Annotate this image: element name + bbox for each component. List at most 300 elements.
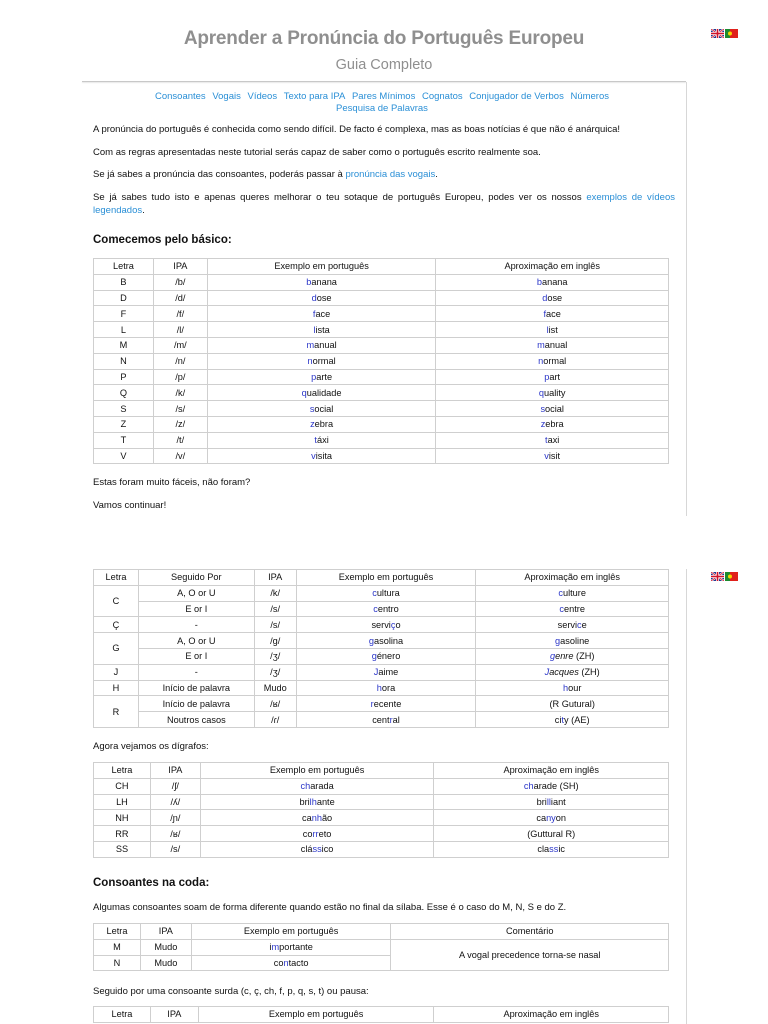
letter-cell: P <box>94 369 154 385</box>
english-approx-cell <box>436 306 669 322</box>
table-header-row <box>94 763 669 779</box>
highlighted-letters: ch <box>523 781 534 792</box>
text: entro <box>377 603 399 614</box>
table-row <box>94 664 669 680</box>
highlighted-letters: c <box>558 588 563 599</box>
column-header: IPA <box>150 1007 198 1023</box>
english-approx-cell <box>476 585 669 601</box>
ipa-cell: /ʃ/ <box>150 778 200 794</box>
nav-link-vogais[interactable]: Vogais <box>212 91 241 102</box>
highlighted-letters: c <box>559 603 564 614</box>
english-approx-cell <box>476 648 669 664</box>
english-approx-cell <box>436 274 669 290</box>
letter-cell: F <box>94 306 154 322</box>
portuguese-example-cell <box>207 337 436 353</box>
table-row <box>94 617 669 633</box>
followed-by-cell: A, O or U <box>138 585 254 601</box>
text: arade (SH) <box>533 781 579 792</box>
ipa-cell: Mudo <box>140 955 191 971</box>
vowels-link[interactable]: pronúncia das vogais <box>345 169 436 180</box>
table-row <box>94 633 669 649</box>
table-row <box>94 939 669 955</box>
highlighted-letters: ss <box>312 844 322 855</box>
highlighted-letters: m <box>537 340 545 351</box>
ipa-cell: /z/ <box>153 416 207 432</box>
column-header: Letra <box>94 1007 151 1023</box>
text: ocial <box>545 403 564 414</box>
portuguese-example-cell <box>191 939 391 955</box>
highlighted-letters: r <box>389 714 393 725</box>
text: (AE) <box>568 714 590 725</box>
highlighted-letters: g <box>555 635 561 646</box>
ipa-cell: /v/ <box>153 448 207 464</box>
letter-cell: M <box>94 939 141 955</box>
highlighted-letters: d <box>311 292 317 303</box>
ipa-cell: /ɲ/ <box>150 810 200 826</box>
text: servi <box>371 619 391 630</box>
nav-link-consoantes[interactable]: Consoantes <box>154 91 206 102</box>
english-approx-cell <box>436 432 669 448</box>
highlighted-letters: q <box>301 387 307 398</box>
table-row <box>94 385 669 401</box>
voiceless-consonants-table <box>93 1006 669 1023</box>
text: al <box>392 714 400 725</box>
letter-cell: V <box>94 448 154 464</box>
letter-cell: RR <box>94 826 151 842</box>
text: enre <box>555 651 574 662</box>
table-row <box>94 696 669 712</box>
portuguese-example-cell <box>207 369 436 385</box>
nav-link-videos[interactable]: Vídeos <box>247 91 278 102</box>
table-row <box>94 401 669 417</box>
letter-cell: B <box>94 274 154 290</box>
highlighted-letters: rr <box>312 828 319 839</box>
table-row <box>94 369 669 385</box>
letter-cell: NH <box>94 810 151 826</box>
highlighted-letters: b <box>306 277 312 288</box>
ipa-cell: /ɾ/ <box>254 712 296 728</box>
text: our <box>568 682 582 693</box>
text: e <box>581 619 587 630</box>
text: ora <box>381 682 396 693</box>
column-header: Letra <box>94 763 151 779</box>
text: áxi <box>316 435 329 446</box>
text: ca <box>301 812 312 823</box>
table-row <box>94 274 669 290</box>
letter-cell: H <box>94 680 139 696</box>
text: Se já sabes a pronúncia das consoantes, poderás passar à <box>93 169 346 180</box>
text: o <box>395 619 401 630</box>
column-header: Exemplo em português <box>200 763 434 779</box>
column-header: Letra <box>94 570 139 586</box>
text: ic <box>558 844 565 855</box>
paragraph: Algumas consoantes soam de forma diferente quando estão no final da sílaba. Esse é o caso do M, N, S e do Z. <box>93 902 567 913</box>
table-row <box>94 322 669 338</box>
text: tacto <box>288 957 309 968</box>
text: co <box>273 957 284 968</box>
page-title: Aprender a Pronúncia do Português Europeu <box>183 28 585 49</box>
portuguese-example-cell <box>207 401 436 417</box>
letter-cell: Ç <box>94 617 139 633</box>
highlighted-letters: ny <box>546 812 556 823</box>
column-header: Exemplo em português <box>198 1007 434 1023</box>
highlighted-letters: ch <box>300 781 311 792</box>
letter-cell: D <box>94 290 154 306</box>
highlighted-letters: nh <box>311 812 322 823</box>
text: Se já sabes tudo isto e apenas queres melhorar o teu sotaque de português Europeu, podes ver os nossos <box>93 192 587 203</box>
highlighted-letters: l <box>546 324 549 335</box>
letter-cell: T <box>94 432 154 448</box>
ipa-cell: /k/ <box>153 385 207 401</box>
portuguese-example-cell <box>207 274 436 290</box>
portuguese-example-cell <box>296 680 476 696</box>
highlighted-letters: v <box>544 450 549 461</box>
highlighted-letters: J <box>544 667 550 678</box>
text: ormal <box>543 356 567 367</box>
portuguese-example-cell <box>296 696 476 712</box>
text: cla <box>537 844 550 855</box>
column-header: Letra <box>94 259 154 275</box>
portuguese-example-cell <box>200 810 434 826</box>
intro-paragraph <box>93 168 675 181</box>
highlighted-letters: g <box>549 651 556 662</box>
highlighted-letters: m <box>306 340 315 351</box>
text: ante <box>316 796 335 807</box>
table-row <box>94 680 669 696</box>
text: (ZH) <box>578 667 600 678</box>
highlighted-letters: t <box>545 435 548 446</box>
highlighted-letters: h <box>376 682 382 693</box>
paragraph: Estas foram muito fáceis, não foram? <box>93 477 251 488</box>
text: anana <box>541 277 568 288</box>
basic-consonants-table <box>93 258 669 464</box>
intro-paragraph <box>93 191 675 217</box>
portuguese-example-cell <box>207 432 436 448</box>
portuguese-example-cell <box>296 664 476 680</box>
text: ose <box>547 292 563 303</box>
ipa-cell: /f/ <box>153 306 207 322</box>
ipa-cell: /s/ <box>254 617 296 633</box>
ipa-cell: /t/ <box>153 432 207 448</box>
highlighted-letters: n <box>283 957 289 968</box>
text: iant <box>550 796 566 807</box>
highlighted-letters: l <box>313 324 316 335</box>
highlighted-letters: v <box>311 450 316 461</box>
text: i <box>269 942 272 953</box>
portuguese-example-cell <box>200 778 434 794</box>
table-row <box>94 416 669 432</box>
english-approx-cell <box>476 680 669 696</box>
portuguese-example-cell <box>200 826 434 842</box>
portuguese-example-cell <box>296 585 476 601</box>
column-header: Aproximação em inglês <box>436 259 669 275</box>
column-header: IPA <box>150 763 200 779</box>
text: art <box>549 371 561 382</box>
followed-by-cell: E or I <box>138 648 254 664</box>
followed-by-cell: Início de palavra <box>138 680 254 696</box>
text: ace <box>546 308 561 319</box>
highlighted-letters: p <box>311 371 317 382</box>
ipa-cell: /p/ <box>153 369 207 385</box>
column-header: Comentário <box>391 924 669 940</box>
letter-cell: CH <box>94 778 151 794</box>
portuguese-example-cell <box>207 306 436 322</box>
portuguese-example-cell <box>207 385 436 401</box>
text: ace <box>315 308 331 319</box>
text: uality <box>544 387 566 398</box>
digraphs-table <box>93 762 669 858</box>
english-approx-cell <box>434 841 669 857</box>
ipa-cell: /ʒ/ <box>254 664 296 680</box>
table-header-row <box>94 1007 669 1023</box>
nav-link-cognatos[interactable]: Cognatos <box>421 91 463 102</box>
coda-consonants-table <box>93 923 669 971</box>
text: servi <box>557 619 578 630</box>
section-heading: Comecemos pelo básico: <box>93 234 232 246</box>
uk-flag-icon[interactable] <box>711 572 724 581</box>
column-header: Exemplo em português <box>191 924 391 940</box>
letter-cell: LH <box>94 794 151 810</box>
ipa-cell: Mudo <box>254 680 296 696</box>
column-header: Aproximação em inglês <box>476 570 669 586</box>
portuguese-example-cell <box>296 648 476 664</box>
highlighted-letters: z <box>540 419 546 430</box>
table-row <box>94 432 669 448</box>
english-approx-cell <box>436 401 669 417</box>
text: ca <box>536 812 547 823</box>
ipa-cell: /s/ <box>153 401 207 417</box>
text: ose <box>316 292 332 303</box>
text: ebra <box>314 419 334 430</box>
letter-cell: G <box>94 633 139 665</box>
english-approx-cell <box>436 385 669 401</box>
videos-link[interactable]: exemplos de vídeos legendados <box>93 192 675 216</box>
text: (Guttural R) <box>527 828 576 839</box>
text: (R Gutural) <box>549 698 595 709</box>
text: bri <box>536 796 547 807</box>
table-row <box>94 601 669 617</box>
table-header-row <box>94 259 669 275</box>
english-approx-cell <box>436 448 669 464</box>
text: ualidade <box>306 387 342 398</box>
followed-by-cell: E or I <box>138 601 254 617</box>
highlighted-letters: ç <box>390 619 396 630</box>
comment-cell: A vogal precedence torna-se nasal <box>391 939 669 971</box>
english-approx-cell <box>476 601 669 617</box>
table-header-row <box>94 924 669 940</box>
portuguese-example-cell <box>207 322 436 338</box>
column-header: IPA <box>140 924 191 940</box>
text: entre <box>563 603 585 614</box>
nav-link-pesquisa[interactable]: Pesquisa de Palavras <box>336 102 428 114</box>
highlighted-letters: z <box>310 419 315 430</box>
letter-cell: L <box>94 322 154 338</box>
intro-paragraph: A pronúncia do português é conhecida como sendo difícil. De facto é complexa, mas as boas notícias é que não é anárquica! <box>93 124 621 135</box>
text: ulture <box>562 588 586 599</box>
language-switcher <box>711 572 738 582</box>
column-header: Exemplo em português <box>296 570 476 586</box>
text: anual <box>544 340 568 351</box>
highlighted-letters: c <box>373 603 378 614</box>
text: asolina <box>374 635 404 646</box>
text: asoline <box>560 635 590 646</box>
text: isita <box>315 450 333 461</box>
column-header: Aproximação em inglês <box>434 763 669 779</box>
letter-cell: S <box>94 401 154 417</box>
column-header: Exemplo em português <box>207 259 436 275</box>
followed-by-cell: Início de palavra <box>138 696 254 712</box>
english-approx-cell <box>476 664 669 680</box>
text: co <box>302 828 313 839</box>
ipa-cell: /n/ <box>153 353 207 369</box>
highlighted-letters: s <box>309 403 315 414</box>
table-row <box>94 585 669 601</box>
portuguese-example-cell <box>296 601 476 617</box>
text: anual <box>314 340 337 351</box>
language-switcher <box>711 29 738 39</box>
portuguese-example-cell <box>207 290 436 306</box>
english-approx-cell <box>436 290 669 306</box>
ipa-cell: Mudo <box>140 939 191 955</box>
text: ebra <box>545 419 564 430</box>
highlighted-letters: n <box>307 356 313 367</box>
table-row <box>94 337 669 353</box>
nav-link-conjugador[interactable]: Conjugador de Verbos <box>469 91 564 102</box>
highlighted-letters: n <box>538 356 544 367</box>
paragraph: Vamos continuar! <box>93 500 167 511</box>
letter-cell: J <box>94 664 139 680</box>
english-approx-cell <box>476 617 669 633</box>
english-approx-cell <box>436 353 669 369</box>
highlighted-letters: h <box>562 682 569 693</box>
table-row <box>94 648 669 664</box>
text: ormal <box>312 356 336 367</box>
ipa-cell: /l/ <box>153 322 207 338</box>
portuguese-example-cell <box>296 712 476 728</box>
portuguese-example-cell <box>296 617 476 633</box>
text: ultura <box>376 588 400 599</box>
english-approx-cell <box>434 794 669 810</box>
text: ocial <box>314 403 334 414</box>
text: ista <box>315 324 330 335</box>
letter-cell: M <box>94 337 154 353</box>
ipa-cell: /k/ <box>254 585 296 601</box>
english-approx-cell <box>436 337 669 353</box>
nav-link-texto-ipa[interactable]: Texto para IPA <box>283 91 346 102</box>
highlighted-letters: ll <box>546 796 551 807</box>
text: bri <box>299 796 310 807</box>
english-approx-cell <box>434 778 669 794</box>
letter-cell: Q <box>94 385 154 401</box>
text: y <box>564 714 569 725</box>
text: . <box>142 205 145 216</box>
section-heading: Consoantes na coda: <box>93 877 210 889</box>
portuguese-example-cell <box>207 353 436 369</box>
column-header: Aproximação em inglês <box>434 1007 669 1023</box>
english-approx-cell <box>436 322 669 338</box>
portuguese-example-cell <box>191 955 391 971</box>
portugal-flag-icon[interactable] <box>725 29 738 38</box>
nav-link-pares-minimos[interactable]: Pares Mínimos <box>351 91 416 102</box>
highlighted-letters: d <box>542 292 548 303</box>
portuguese-example-cell <box>200 794 434 810</box>
highlighted-letters: b <box>536 277 542 288</box>
highlighted-letters: ss <box>549 844 559 855</box>
english-approx-cell <box>476 633 669 649</box>
letter-cell: Z <box>94 416 154 432</box>
highlighted-letters: s <box>540 403 546 414</box>
ipa-cell: /ʁ/ <box>254 696 296 712</box>
table-row <box>94 826 669 842</box>
text: ecente <box>373 698 402 709</box>
table-header-row <box>94 570 669 586</box>
highlighted-letters: c <box>372 588 377 599</box>
english-approx-cell <box>476 712 669 728</box>
table-row <box>94 712 669 728</box>
nav-link-numeros[interactable]: Números <box>570 91 610 102</box>
ipa-cell: /d/ <box>153 290 207 306</box>
table-row <box>94 353 669 369</box>
column-header: IPA <box>254 570 296 586</box>
ipa-cell: /m/ <box>153 337 207 353</box>
uk-flag-icon[interactable] <box>711 29 724 38</box>
portugal-flag-icon[interactable] <box>725 572 738 581</box>
portuguese-example-cell <box>207 448 436 464</box>
text: ico <box>321 844 334 855</box>
text: axi <box>547 435 560 446</box>
text: cent <box>372 714 390 725</box>
highlighted-letters: f <box>543 308 547 319</box>
text: ci <box>554 714 562 725</box>
text: eto <box>318 828 332 839</box>
table-row <box>94 810 669 826</box>
text: énero <box>376 651 401 662</box>
table-row <box>94 794 669 810</box>
followed-by-cell: - <box>138 617 254 633</box>
content-side-border <box>686 82 687 516</box>
highlighted-letters: p <box>544 371 550 382</box>
ipa-cell: /ʒ/ <box>254 648 296 664</box>
highlighted-letters: lh <box>309 796 317 807</box>
highlighted-letters: r <box>370 698 374 709</box>
ipa-cell: /s/ <box>254 601 296 617</box>
text: ist <box>548 324 558 335</box>
column-header: IPA <box>153 259 207 275</box>
english-approx-cell <box>436 369 669 385</box>
text: arte <box>316 371 333 382</box>
consonants-followed-by-table <box>93 569 669 728</box>
letter-cell: N <box>94 353 154 369</box>
text: isit <box>548 450 561 461</box>
highlighted-letters: c <box>577 619 582 630</box>
letter-cell: SS <box>94 841 151 857</box>
highlighted-letters: t <box>314 435 317 446</box>
ipa-cell: /b/ <box>153 274 207 290</box>
highlighted-letters: m <box>271 942 280 953</box>
table-row <box>94 448 669 464</box>
ipa-cell: /g/ <box>254 633 296 649</box>
highlighted-letters: g <box>371 651 377 662</box>
portuguese-example-cell <box>296 633 476 649</box>
highlighted-letters: q <box>538 387 545 398</box>
text: on <box>555 812 567 823</box>
text: portante <box>279 942 313 953</box>
english-approx-cell <box>436 416 669 432</box>
content-side-border <box>686 569 687 1024</box>
paragraph: Seguido por uma consoante surda (c, ç, ch, f, p, q, s, t) ou pausa: <box>93 986 369 997</box>
ipa-cell: /ʎ/ <box>150 794 200 810</box>
main-navigation <box>128 91 636 114</box>
